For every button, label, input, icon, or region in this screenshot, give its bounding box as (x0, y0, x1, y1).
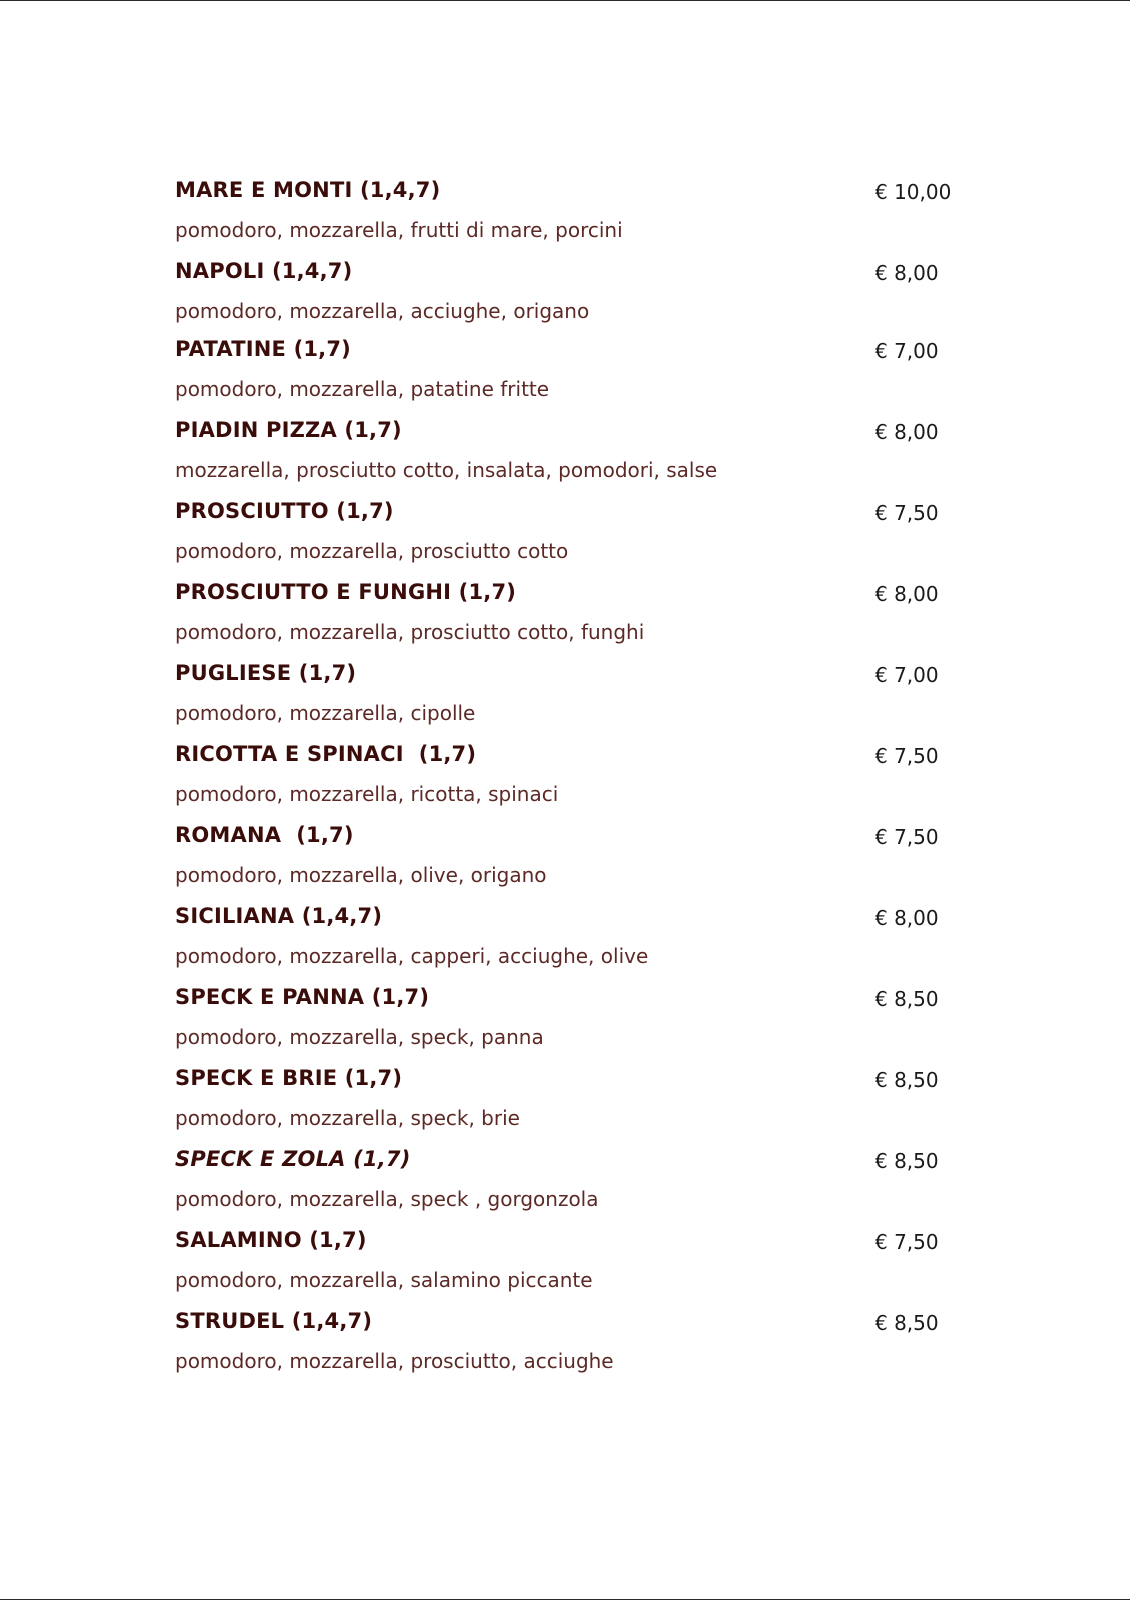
menu-item (175, 1220, 975, 1301)
menu-item (175, 734, 975, 815)
item-description: mozzarella, prosciutto cotto, insalata, pomodori, salse (175, 458, 718, 482)
menu-item (175, 170, 975, 251)
item-description: pomodoro, mozzarella, prosciutto cotto, funghi (175, 620, 645, 644)
item-name: SPECK E PANNA (1,7) (175, 985, 430, 1009)
menu-item (175, 1301, 975, 1382)
item-price: € 7,00 (875, 663, 939, 687)
item-price: € 8,50 (875, 987, 939, 1011)
item-price: € 8,50 (875, 1149, 939, 1173)
item-price: € 8,00 (875, 582, 939, 606)
item-price: € 8,00 (875, 420, 939, 444)
item-description: pomodoro, mozzarella, speck, panna (175, 1025, 544, 1049)
menu-item (175, 815, 975, 896)
menu-item (175, 491, 975, 572)
menu-list (175, 170, 975, 1382)
item-price: € 8,00 (875, 261, 939, 285)
item-name: MARE E MONTI (1,4,7) (175, 178, 441, 202)
item-name: PROSCIUTTO (1,7) (175, 499, 394, 523)
item-price: € 7,50 (875, 501, 939, 525)
item-description: pomodoro, mozzarella, olive, origano (175, 863, 547, 887)
item-price: € 8,00 (875, 906, 939, 930)
item-name: NAPOLI (1,4,7) (175, 259, 353, 283)
item-description: pomodoro, mozzarella, ricotta, spinaci (175, 782, 559, 806)
item-description: pomodoro, mozzarella, patatine fritte (175, 377, 550, 401)
item-name: SPECK E BRIE (1,7) (175, 1066, 403, 1090)
item-price: € 7,50 (875, 1230, 939, 1254)
item-description: pomodoro, mozzarella, salamino piccante (175, 1268, 593, 1292)
item-price: € 8,50 (875, 1068, 939, 1092)
item-name: ROMANA (1,7) (175, 823, 354, 847)
item-name: SPECK E ZOLA (1,7) (175, 1147, 411, 1171)
menu-item (175, 977, 975, 1058)
item-description: pomodoro, mozzarella, prosciutto cotto (175, 539, 569, 563)
item-name: PROSCIUTTO E FUNGHI (1,7) (175, 580, 517, 604)
item-name: STRUDEL (1,4,7) (175, 1309, 373, 1333)
item-name: SICILIANA (1,4,7) (175, 904, 383, 928)
item-name: PIADIN PIZZA (1,7) (175, 418, 402, 442)
item-price: € 10,00 (875, 180, 952, 204)
item-description: pomodoro, mozzarella, speck , gorgonzola (175, 1187, 599, 1211)
item-name: RICOTTA E SPINACI (1,7) (175, 742, 477, 766)
item-description: pomodoro, mozzarella, frutti di mare, porcini (175, 218, 623, 242)
menu-item (175, 410, 975, 491)
item-description: pomodoro, mozzarella, acciughe, origano (175, 299, 590, 323)
item-price: € 8,50 (875, 1311, 939, 1335)
top-border (0, 0, 1130, 1)
item-description: pomodoro, mozzarella, prosciutto, acciughe (175, 1349, 614, 1373)
item-name: SALAMINO (1,7) (175, 1228, 367, 1252)
menu-item (175, 251, 975, 329)
item-description: pomodoro, mozzarella, speck, brie (175, 1106, 520, 1130)
item-name: PATATINE (1,7) (175, 337, 351, 361)
menu-item (175, 329, 975, 410)
item-description: pomodoro, mozzarella, capperi, acciughe, olive (175, 944, 649, 968)
menu-item (175, 1058, 975, 1139)
item-name: PUGLIESE (1,7) (175, 661, 357, 685)
menu-item (175, 1139, 975, 1220)
item-price: € 7,50 (875, 825, 939, 849)
menu-item (175, 653, 975, 734)
item-price: € 7,00 (875, 339, 939, 363)
item-price: € 7,50 (875, 744, 939, 768)
item-description: pomodoro, mozzarella, cipolle (175, 701, 476, 725)
menu-item (175, 572, 975, 653)
menu-item (175, 896, 975, 977)
